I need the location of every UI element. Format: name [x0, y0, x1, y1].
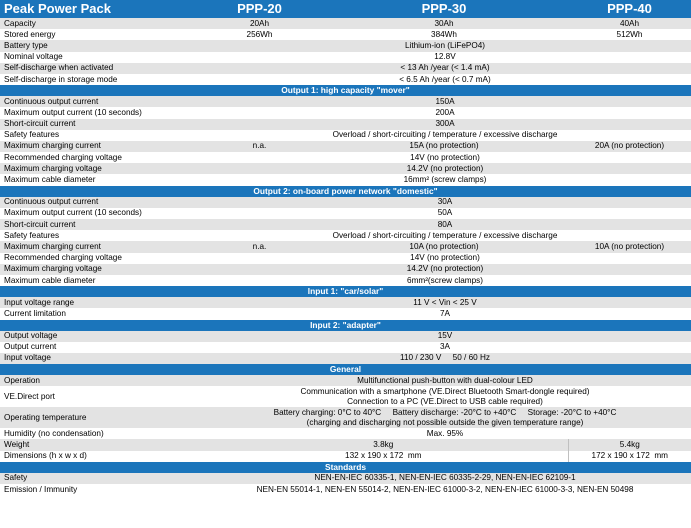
table-row	[0, 275, 691, 286]
section-output-1	[0, 85, 691, 96]
row-label: Dimensions (h x w x d)	[0, 451, 199, 462]
row-label: Operating temperature	[0, 407, 199, 428]
row-value: 3A	[199, 342, 691, 353]
row-value: 14V (no protection)	[199, 253, 691, 264]
row-label: Short-circuit current	[0, 119, 199, 130]
section-title: Input 2: "adapter"	[0, 320, 691, 331]
row-value: Max. 95%	[199, 428, 691, 439]
row-value: 30Ah	[320, 18, 568, 29]
row-label: Maximum output current (10 seconds)	[0, 107, 199, 118]
vedirect-line-1: Communication with a smartphone (VE.Direct Bluetooth Smart-dongle required)	[300, 386, 590, 396]
row-value: < 13 Ah /year (< 1.4 mA)	[199, 63, 691, 74]
row-value	[199, 386, 691, 407]
table-row	[0, 230, 691, 241]
row-label: Operation	[0, 375, 199, 386]
row-value: 5.4kg	[568, 439, 691, 450]
row-label: Maximum charging current	[0, 241, 199, 252]
section-title: Input 1: "car/solar"	[0, 286, 691, 297]
row-value: 10A (no protection)	[320, 241, 568, 252]
row-label: Recommended charging voltage	[0, 253, 199, 264]
row-label: Output voltage	[0, 331, 199, 342]
row-label: Emission / Immunity	[0, 484, 199, 495]
row-dimensions	[0, 451, 691, 462]
table-row	[0, 253, 691, 264]
row-value: 15A (no protection)	[320, 141, 568, 152]
row-value: 110 / 230 V 50 / 60 Hz	[199, 353, 691, 364]
row-label: Recommended charging voltage	[0, 152, 199, 163]
section-title: Standards	[0, 462, 691, 473]
row-vedirect	[0, 386, 691, 407]
row-value: 14.2V (no protection)	[199, 264, 691, 275]
table-row	[0, 141, 691, 152]
row-label: Maximum charging voltage	[0, 264, 199, 275]
row-value: 16mm² (screw clamps)	[199, 174, 691, 185]
row-label: Nominal voltage	[0, 52, 199, 63]
row-value: 80A	[199, 219, 691, 230]
row-value: 14V (no protection)	[199, 152, 691, 163]
vedirect-line-2: Connection to a PC (VE.Direct to USB cable required)	[347, 396, 543, 406]
row-stored-energy	[0, 29, 691, 40]
row-value	[199, 407, 691, 428]
section-title: General	[0, 364, 691, 375]
row-value: 512Wh	[568, 29, 691, 40]
row-label: Safety features	[0, 230, 199, 241]
row-value: 30A	[199, 197, 691, 208]
row-label: Maximum output current (10 seconds)	[0, 208, 199, 219]
row-label: Safety features	[0, 130, 199, 141]
model-ppp-20: PPP-20	[199, 0, 320, 18]
table-row	[0, 197, 691, 208]
section-input-1	[0, 286, 691, 297]
row-value: 172 x 190 x 172 mm	[568, 451, 691, 462]
row-operation	[0, 375, 691, 386]
temperature-line-1: Battery charging: 0°C to 40°C Battery discharge: -20°C to +40°C Storage: -20°C to +40°C	[273, 407, 617, 417]
row-value: 10A (no protection)	[568, 241, 691, 252]
row-label: Output current	[0, 342, 199, 353]
row-value: < 6.5 Ah /year (< 0.7 mA)	[199, 74, 691, 85]
table-row	[0, 297, 691, 308]
table-row	[0, 331, 691, 342]
row-value: 40Ah	[568, 18, 691, 29]
row-value: 132 x 190 x 172 mm	[199, 451, 568, 462]
table-row	[0, 208, 691, 219]
row-label: Maximum cable diameter	[0, 174, 199, 185]
row-value: 11 V < Vin < 25 V	[199, 297, 691, 308]
table-row	[0, 264, 691, 275]
row-label: Weight	[0, 439, 199, 450]
row-nominal-voltage	[0, 52, 691, 63]
row-value: Multifunctional push-button with dual-colour LED	[199, 375, 691, 386]
row-value: n.a.	[199, 141, 320, 152]
row-label: Safety	[0, 473, 199, 484]
table-row	[0, 174, 691, 185]
row-value: Overload / short-circuiting / temperature / excessive discharge	[199, 130, 691, 141]
row-label: Self-discharge in storage mode	[0, 74, 199, 85]
row-value: 14.2V (no protection)	[199, 163, 691, 174]
row-value: 256Wh	[199, 29, 320, 40]
table-row	[0, 130, 691, 141]
row-value: Overload / short-circuiting / temperature / excessive discharge	[199, 230, 691, 241]
row-value: 300A	[199, 119, 691, 130]
row-emission	[0, 484, 691, 495]
section-title: Output 2: on-board power network "domestic"	[0, 186, 691, 197]
row-value: Lithium-ion (LiFePO4)	[199, 40, 691, 51]
row-value: 3.8kg	[199, 439, 568, 450]
section-general	[0, 364, 691, 375]
section-output-2	[0, 186, 691, 197]
row-value: 12.8V	[199, 52, 691, 63]
row-label: Battery type	[0, 40, 199, 51]
row-label: Short-circuit current	[0, 219, 199, 230]
row-weight	[0, 439, 691, 450]
row-label: Continuous output current	[0, 197, 199, 208]
row-value: 384Wh	[320, 29, 568, 40]
table-row	[0, 342, 691, 353]
row-value: 200A	[199, 107, 691, 118]
table-row	[0, 353, 691, 364]
header-row	[0, 0, 691, 18]
row-label: VE.Direct port	[0, 386, 199, 407]
row-label: Maximum cable diameter	[0, 275, 199, 286]
row-label: Stored energy	[0, 29, 199, 40]
table-row	[0, 163, 691, 174]
row-label: Self-discharge when activated	[0, 63, 199, 74]
table-row	[0, 96, 691, 107]
row-value: 50A	[199, 208, 691, 219]
row-label: Continuous output current	[0, 96, 199, 107]
row-label: Capacity	[0, 18, 199, 29]
row-label: Maximum charging voltage	[0, 163, 199, 174]
section-title: Output 1: high capacity "mover"	[0, 85, 691, 96]
row-label: Input voltage range	[0, 297, 199, 308]
row-value: 20A (no protection)	[568, 141, 691, 152]
row-value: NEN-EN 55014-1, NEN-EN 55014-2, NEN-EN-IEC 61000-3-2, NEN-EN-IEC 61000-3-3, NEN-EN 50498	[199, 484, 691, 495]
table-row	[0, 107, 691, 118]
section-input-2	[0, 320, 691, 331]
row-self-discharge-active	[0, 63, 691, 74]
temperature-line-2: (charging and discharging not possible outside the given temperature range)	[306, 417, 584, 427]
row-battery-type	[0, 40, 691, 51]
row-capacity	[0, 18, 691, 29]
row-label: Input voltage	[0, 353, 199, 364]
row-safety	[0, 473, 691, 484]
model-ppp-30: PPP-30	[320, 0, 568, 18]
section-standards	[0, 462, 691, 473]
row-label: Maximum charging current	[0, 141, 199, 152]
table-row	[0, 152, 691, 163]
row-value: 20Ah	[199, 18, 320, 29]
row-value: 150A	[199, 96, 691, 107]
row-humidity	[0, 428, 691, 439]
table-row	[0, 119, 691, 130]
model-ppp-40: PPP-40	[568, 0, 691, 18]
table-row	[0, 219, 691, 230]
table-title: Peak Power Pack	[0, 0, 199, 18]
row-self-discharge-storage	[0, 74, 691, 85]
row-label: Current limitation	[0, 308, 199, 319]
row-value: 6mm²(screw clamps)	[199, 275, 691, 286]
row-operating-temperature	[0, 407, 691, 428]
table-row	[0, 308, 691, 319]
row-value: NEN-EN-IEC 60335-1, NEN-EN-IEC 60335-2-29, NEN-EN-IEC 62109-1	[199, 473, 691, 484]
row-value: n.a.	[199, 241, 320, 252]
table-row	[0, 241, 691, 252]
row-value: 7A	[199, 308, 691, 319]
row-value: 15V	[199, 331, 691, 342]
row-label: Humidity (no condensation)	[0, 428, 199, 439]
